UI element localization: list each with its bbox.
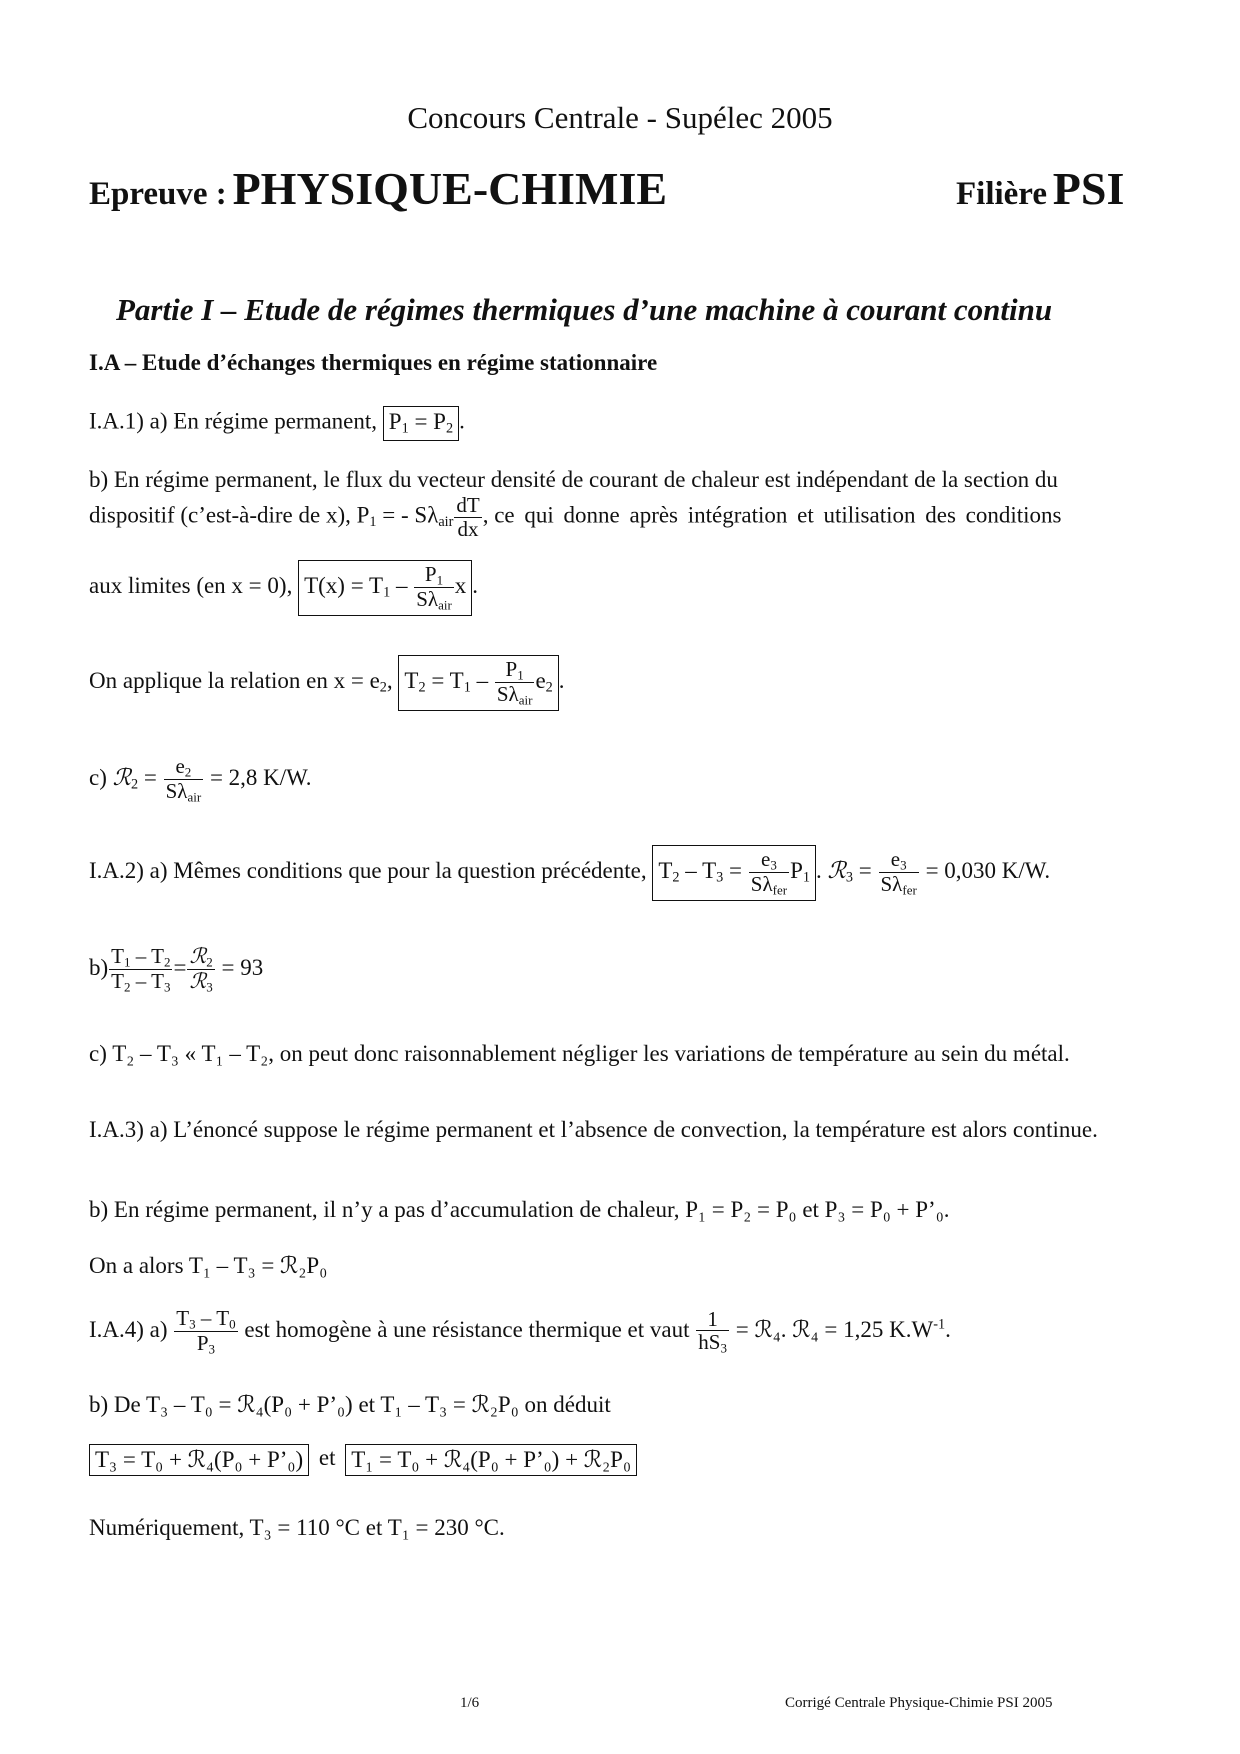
ia1-b-line4: On applique la relation en $x = e_2$, $T_2 = T_1$ – $\frac{P_1}{S\lambda_{air}}$ $e_2$ . bbox=[89, 655, 565, 711]
et-connector: et bbox=[318, 1445, 336, 1471]
numerical-result: Numériquement, T₃ = 110 °C et T₁ = 230 °C. bbox=[89, 1515, 505, 1540]
section-title: I.A – Etude d’échanges thermiques en régime stationnaire bbox=[89, 350, 658, 375]
ia3-c: On a alors T₁ – T₃ = ℛ₂P₀ bbox=[89, 1253, 328, 1278]
formula-box-T3-result: T₃ = T₀ + ℛ₄(P₀ + P’₀) bbox=[89, 1444, 309, 1476]
formula-box-p1-p2: $P_1 = P_2$ bbox=[383, 406, 459, 441]
epreuve-heading bbox=[89, 162, 667, 215]
ia2-c: c) T₂ – T₃ « T₁ – T₂, on peut donc raisonnablement négliger les variations de température au sein du métal. bbox=[89, 1041, 1070, 1066]
ia2-b: b) $\frac{T_1 - T_2}{T_2 - T_3}$ = $\frac{ℛ_2}{ℛ_3}$ = 93 bbox=[89, 944, 264, 995]
filiere-heading bbox=[956, 162, 1124, 215]
ia1-c: c) ℛ$_2$ = $\frac{e_2}{S\lambda_{air}}$ = 2,8 K/W. bbox=[89, 754, 312, 805]
ia1-b-line1: b) En régime permanent, le flux du vecteur densité de courant de chaleur est indépendant de la section du bbox=[89, 467, 1058, 492]
ia1-b-line3: aux limites (en x = 0), $T(x) = T_1$ – $\frac{P_1}{S\lambda_{air}}$ x . bbox=[89, 560, 478, 616]
epreuve-label: Epreuve : bbox=[89, 176, 227, 212]
page-number: 1/6 bbox=[460, 1695, 480, 1711]
epreuve-subject: PHYSIQUE-CHIMIE bbox=[232, 163, 668, 214]
ia2-a: I.A.2) a) Mêmes conditions que pour la question précédente, $T_2 - T_3$ = $\frac{e_3}{S\lambda_{fer}}$ $P_1$ . ℛ$_3$ = $\frac{e_3}{S\lambda_{fer}}$ = 0,030 K/W. bbox=[89, 845, 1050, 901]
ia2-a-text: I.A.2) a) Mêmes conditions que pour la question précédente, bbox=[89, 858, 647, 884]
ia1-c-prefix: c) bbox=[89, 765, 107, 791]
part-title: Partie I – Etude de régimes thermiques d’une machine à courant continu bbox=[116, 292, 1053, 327]
footer-source: Corrigé Centrale Physique-Chimie PSI 2005 bbox=[785, 1695, 1053, 1711]
ia1-b-line3-text: aux limites (en x = 0), bbox=[89, 573, 293, 599]
ia4-a: I.A.4) a) $\frac{T_3 - T_0}{P_3}$ est homogène à une résistance thermique et vaut $\frac{1}{hS_3}$ = ℛ₄. ℛ₄ = 1,25 $K.W^{-1}$. bbox=[89, 1306, 951, 1357]
ia4-a-end: = ℛ₄. ℛ₄ = 1,25 K.W bbox=[735, 1317, 934, 1343]
ia2-b-value: = 93 bbox=[221, 955, 264, 981]
ia1-a-text: I.A.1) a) En régime permanent, bbox=[89, 408, 378, 434]
contest-title bbox=[0, 100, 1240, 136]
formula-box-T2: $T_2 = T_1$ – $\frac{P_1}{S\lambda_{air}}$ $e_2$ bbox=[398, 655, 558, 711]
formula-box-T2-T3: $T_2 - T_3$ = $\frac{e_3}{S\lambda_{fer}}$ $P_1$ bbox=[652, 845, 816, 901]
ia1-b-line2: dispositif (c’est-à-dire de x), $P_1$ = - $S\lambda_{air}$ $\frac{dT}{dx}$ , ce qui donne après intégration et utilisation des conditions bbox=[89, 493, 1062, 541]
ia1-a: I.A.1) a) En régime permanent, $P_1 = P_2$ . bbox=[89, 406, 465, 441]
contest-title-text: Concours Centrale - Supélec 2005 bbox=[407, 100, 833, 135]
filiere-label: Filière bbox=[956, 176, 1048, 212]
ia1-b-line2-post: ce qui donne après intégration et utilisation des conditions bbox=[494, 502, 1062, 528]
ia3-b: b) En régime permanent, il n’y a pas d’accumulation de chaleur, P₁ = P₂ = P₀ et P₃ = P₀ + P’₀. bbox=[89, 1197, 950, 1222]
ia4-a-mid: est homogène à une résistance thermique et vaut bbox=[244, 1317, 690, 1343]
ia3-a: I.A.3) a) L’énoncé suppose le régime permanent et l’absence de convection, la température est alors continue. bbox=[89, 1117, 1098, 1142]
ia2-a-value: = 0,030 K/W. bbox=[925, 858, 1051, 884]
ia1-b-line4-text: On applique la relation en x = e bbox=[89, 668, 380, 694]
ia4-a-exponent: -1 bbox=[933, 1316, 946, 1333]
ia2-b-prefix: b) bbox=[89, 955, 109, 981]
formula-box-Tx: $T(x) = T_1$ – $\frac{P_1}{S\lambda_{air}}$ x bbox=[298, 560, 472, 616]
filiere-value: PSI bbox=[1052, 163, 1125, 214]
ia4-a-prefix: I.A.4) a) bbox=[89, 1317, 168, 1343]
ia4-results bbox=[89, 1444, 637, 1476]
frac-dT-dx: $\frac{dT}{dx}$ bbox=[456, 493, 480, 541]
ia1-c-value: = 2,8 K/W. bbox=[209, 765, 312, 791]
ia1-b-line2-pre: dispositif (c’est-à-dire de x), P bbox=[89, 502, 370, 528]
ia4-b: b) De T₃ – T₀ = ℛ₄(P₀ + P’₀) et T₁ – T₃ = ℛ₂P₀ on déduit bbox=[89, 1392, 611, 1417]
formula-box-T1-result: T₁ = T₀ + ℛ₄(P₀ + P’₀) + ℛ₂P₀ bbox=[345, 1444, 637, 1476]
